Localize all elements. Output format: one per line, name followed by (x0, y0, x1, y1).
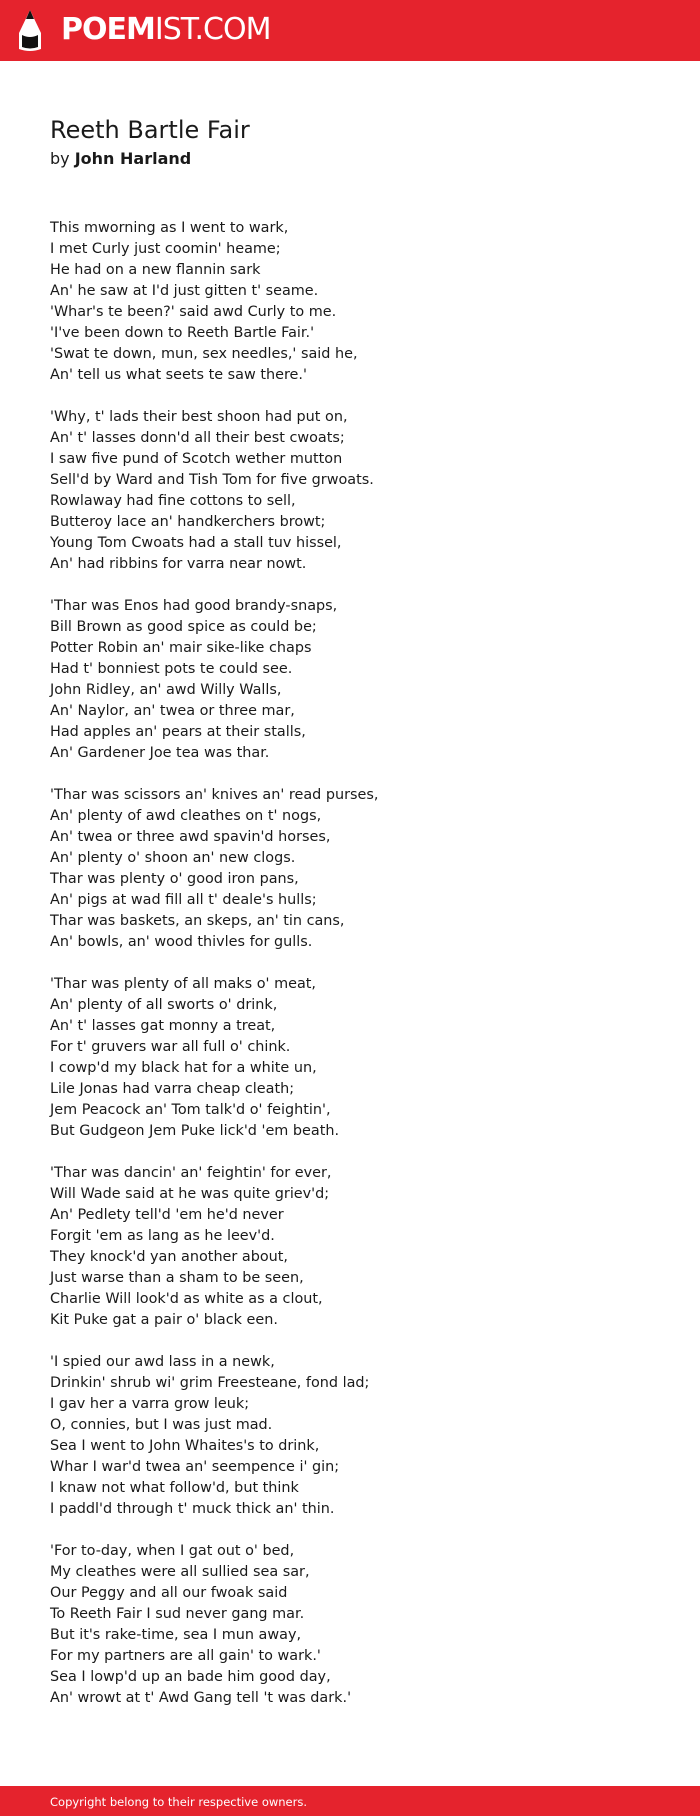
poem-line: But Gudgeon Jem Puke lick'd 'em beath. (50, 1123, 340, 1139)
poem-line: An' plenty o' shoon an' new clogs. (50, 850, 296, 866)
site-footer (0, 1786, 700, 1816)
site-header (0, 0, 700, 61)
poem-stanza (50, 407, 670, 575)
poem-line: Thar was baskets, an skeps, an' tin cans, (50, 913, 345, 929)
poem-line: Our Peggy and all our fwoak said (50, 1585, 288, 1601)
poem-line: 'Thar was plenty of all maks o' meat, (50, 976, 316, 992)
poem-line: Butteroy lace an' handkerchers browt; (50, 514, 326, 530)
poem-line: But it's rake-time, sea I mun away, (50, 1627, 302, 1643)
poem-line: Potter Robin an' mair sike-like chaps (50, 640, 312, 656)
poem-body (50, 218, 670, 1730)
poem-line: Rowlaway had fine cottons to sell, (50, 493, 296, 509)
poem-line: 'Thar was scissors an' knives an' read purses, (50, 787, 379, 803)
poem-line: An' twea or three awd spavin'd horses, (50, 829, 331, 845)
poem-line: Bill Brown as good spice as could be; (50, 619, 317, 635)
poem-line: Lile Jonas had varra cheap cleath; (50, 1081, 295, 1097)
poem-line: An' t' lasses gat monny a treat, (50, 1018, 276, 1034)
poem-line: John Ridley, an' awd Willy Walls, (50, 682, 282, 698)
poem-line: 'Swat te down, mun, sex needles,' said he, (50, 346, 358, 362)
poem-line: An' had ribbins for varra near nowt. (50, 556, 307, 572)
poem-author: John Harland (74, 149, 192, 168)
poem-line: They knock'd yan another about, (50, 1249, 289, 1265)
poem-line: An' Pedlety tell'd 'em he'd never (50, 1207, 284, 1223)
poem-line: An' tell us what seets te saw there.' (50, 367, 307, 383)
poem-line: An' bowls, an' wood thivles for gulls. (50, 934, 313, 950)
poem-line: An' plenty of awd cleathes on t' nogs, (50, 808, 322, 824)
poem-stanza (50, 1352, 670, 1520)
poem-line: To Reeth Fair I sud never gang mar. (50, 1606, 305, 1622)
poem-line: Forgit 'em as lang as he leev'd. (50, 1228, 275, 1244)
byline (50, 148, 191, 170)
poem-line: O, connies, but I was just mad. (50, 1417, 273, 1433)
poem-line: Charlie Will look'd as white as a clout, (50, 1291, 323, 1307)
poem-line: An' wrowt at t' Awd Gang tell 't was dark.' (50, 1690, 352, 1706)
poem-line: 'Whar's te been?' said awd Curly to me. (50, 304, 337, 320)
logo-bold-text: POEM (61, 12, 155, 47)
site-logo[interactable] (61, 12, 270, 48)
poem-line: Jem Peacock an' Tom talk'd o' feightin', (50, 1102, 331, 1118)
poem-line: 'I've been down to Reeth Bartle Fair.' (50, 325, 315, 341)
poem-line: I met Curly just coomin' heame; (50, 241, 281, 257)
poem-line: An' t' lasses donn'd all their best cwoats; (50, 430, 345, 446)
poem-stanza (50, 1541, 670, 1709)
poem-line: Young Tom Cwoats had a stall tuv hissel, (50, 535, 342, 551)
poem-line: Kit Puke gat a pair o' black een. (50, 1312, 278, 1328)
poem-stanza (50, 1163, 670, 1331)
poem-line: Drinkin' shrub wi' grim Freesteane, fond lad; (50, 1375, 370, 1391)
poem-line: I cowp'd my black hat for a white un, (50, 1060, 317, 1076)
poem-line: This mworning as I went to wark, (50, 220, 289, 236)
poem-line: I knaw not what follow'd, but think (50, 1480, 299, 1496)
pencil-tip-icon[interactable] (17, 9, 43, 53)
poem-line: 'Why, t' lads their best shoon had put on, (50, 409, 348, 425)
poem-line: I gav her a varra grow leuk; (50, 1396, 250, 1412)
poem-line: 'Thar was Enos had good brandy-snaps, (50, 598, 338, 614)
logo-light-text: IST.COM (154, 12, 271, 47)
poem-line: Sea I lowp'd up an bade him good day, (50, 1669, 331, 1685)
poem-stanza (50, 785, 670, 953)
copyright-notice: Copyright belong to their respective owners. (50, 1795, 308, 1809)
poem-line: Will Wade said at he was quite griev'd; (50, 1186, 330, 1202)
poem-line: Sell'd by Ward and Tish Tom for five grwoats. (50, 472, 374, 488)
poem-line: He had on a new flannin sark (50, 262, 261, 278)
poem-line: 'I spied our awd lass in a newk, (50, 1354, 275, 1370)
poem-line: 'For to-day, when I gat out o' bed, (50, 1543, 295, 1559)
poem-line: An' pigs at wad fill all t' deale's hulls; (50, 892, 317, 908)
poem-line: Thar was plenty o' good iron pans, (50, 871, 299, 887)
poem-line: Had apples an' pears at their stalls, (50, 724, 306, 740)
poem-line: For my partners are all gain' to wark.' (50, 1648, 321, 1664)
poem-line: An' Naylor, an' twea or three mar, (50, 703, 295, 719)
poem-line: I saw five pund of Scotch wether mutton (50, 451, 343, 467)
poem-line: An' plenty of all sworts o' drink, (50, 997, 278, 1013)
poem-title: Reeth Bartle Fair (50, 116, 250, 144)
poem-line: My cleathes were all sullied sea sar, (50, 1564, 310, 1580)
poem-stanza (50, 218, 670, 386)
by-label: by (50, 149, 70, 168)
poem-line: 'Thar was dancin' an' feightin' for ever, (50, 1165, 332, 1181)
poem-line: I paddl'd through t' muck thick an' thin. (50, 1501, 335, 1517)
poem-line: An' he saw at I'd just gitten t' seame. (50, 283, 319, 299)
poem-line: Had t' bonniest pots te could see. (50, 661, 293, 677)
poem-stanza (50, 596, 670, 764)
poem-line: Whar I war'd twea an' seempence i' gin; (50, 1459, 340, 1475)
poem-line: Sea I went to John Whaites's to drink, (50, 1438, 320, 1454)
poem-stanza (50, 974, 670, 1142)
poem-line: For t' gruvers war all full o' chink. (50, 1039, 291, 1055)
poem-line: An' Gardener Joe tea was thar. (50, 745, 270, 761)
poem-line: Just warse than a sham to be seen, (50, 1270, 304, 1286)
